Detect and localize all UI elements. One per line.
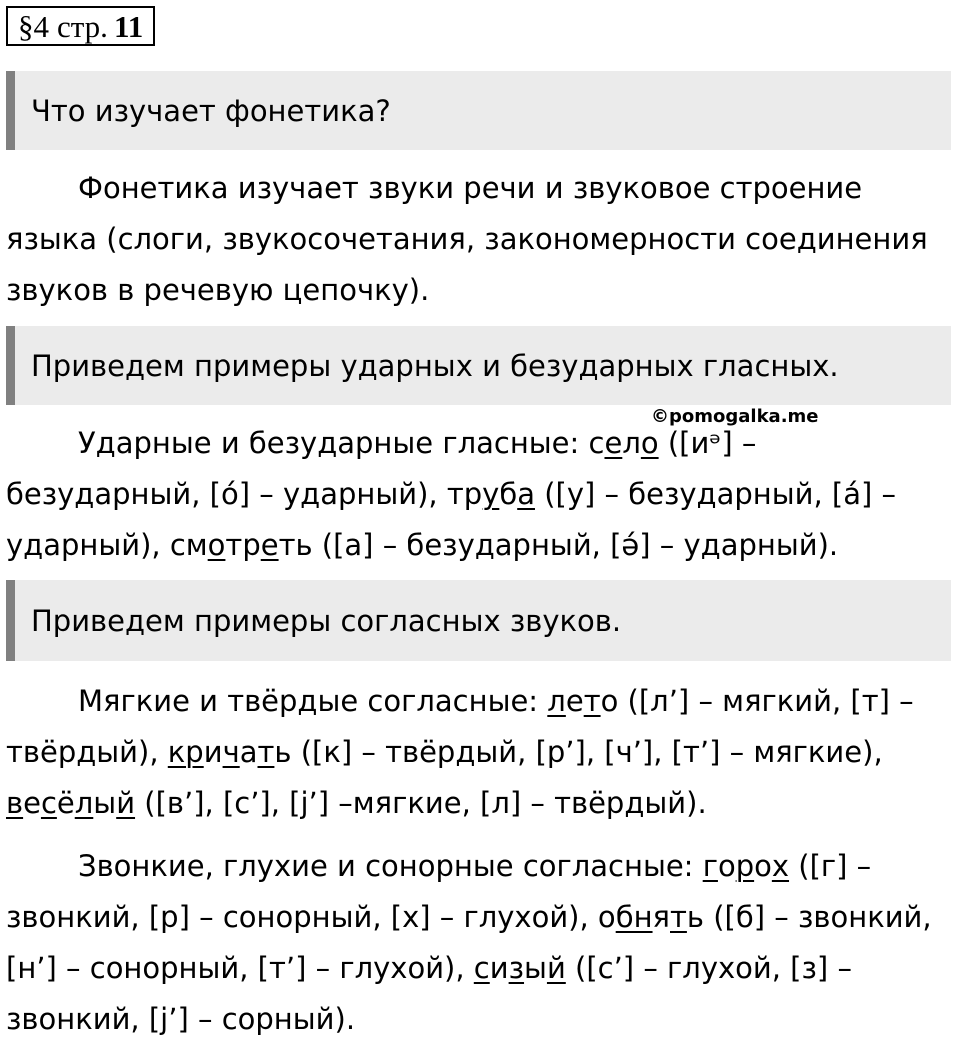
text-segment: Фонетика изучает звуки речи и звуковое строение языка (слоги, звукосочетания, закономерности соединения звуков в речевую цепочку).: [6, 171, 928, 307]
underlined-letter: р: [735, 849, 755, 883]
text-segment: л: [622, 426, 641, 460]
text-segment: е: [565, 684, 584, 718]
question-text: Приведем примеры согласных звуков.: [31, 603, 622, 638]
text-segment: я: [652, 900, 670, 934]
underlined-letter: в: [6, 786, 24, 820]
underlined-letter: с: [473, 951, 490, 985]
underlined-letter: т: [583, 684, 601, 718]
underlined-letter: з: [508, 951, 525, 985]
text-segment: ([с’] – глухой, [з] – звонкий, [j’] – сорный).: [6, 951, 852, 1036]
underlined-letter: а: [517, 477, 535, 511]
text-segment: Звонкие, глухие и сонорные согласные:: [78, 849, 703, 883]
underlined-letter: г: [702, 849, 718, 883]
underlined-letter: ч: [222, 735, 240, 769]
underlined-letter: л: [547, 684, 566, 718]
underlined-letter: т: [257, 735, 275, 769]
text-segment: ь ([б] – звонкий, [н’] – сонорный, [т’] – глухой),: [6, 900, 932, 985]
text-segment: ь ([к] – твёрдый, [р’], [ч’], [т’] – мягкие),: [274, 735, 883, 769]
text-segment: о ([л’] – мягкий, [т] – твёрдый),: [6, 684, 914, 769]
text-segment: ([г] – звонкий, [р] – сонорный, [х] – глухой), о: [6, 849, 872, 934]
page-number: 11: [113, 8, 144, 44]
text-segment: ть ([а] – безударный, [ə́] – ударный).: [278, 528, 839, 562]
text-segment: ы: [93, 786, 117, 820]
text-segment: а: [239, 735, 258, 769]
question-text: Что изучает фонетика?: [31, 93, 391, 128]
text-segment: о: [754, 849, 772, 883]
text-segment: ы: [524, 951, 547, 985]
section-page-badge: [6, 6, 155, 46]
text-segment: ([у] – безударный, [а́] – ударный), см: [6, 477, 897, 562]
underlined-letter: й: [546, 951, 566, 985]
underlined-letter: й: [116, 786, 136, 820]
question-bar-3: [6, 580, 951, 661]
underlined-letter: т: [670, 900, 687, 934]
text-segment: Ударные и безударные гласные: с: [78, 426, 605, 460]
question-bar-2: [6, 326, 951, 405]
underlined-letter: бн: [615, 900, 653, 934]
answer-paragraph: [6, 841, 946, 1045]
answer-paragraph: [6, 163, 946, 316]
text-segment: ё: [56, 786, 75, 820]
underlined-letter: о: [640, 426, 659, 460]
section-number: §4: [18, 8, 49, 44]
text-segment: б: [499, 477, 518, 511]
watermark: ©pomogalka.me: [651, 406, 819, 427]
answer-paragraph: [6, 418, 946, 571]
text-segment: е: [23, 786, 41, 820]
text-segment: ([иᵊ] – безударный, [о́] – ударный), тр: [6, 426, 757, 511]
text-segment: и: [489, 951, 509, 985]
text-segment: тр: [225, 528, 261, 562]
text-segment: о: [717, 849, 736, 883]
underlined-letter: с: [40, 786, 57, 820]
underlined-letter: е: [604, 426, 623, 460]
underlined-letter: х: [771, 849, 790, 883]
underlined-letter: кр: [167, 735, 204, 769]
question-text: Приведем примеры ударных и безударных гласных.: [31, 348, 839, 383]
page-prefix: стр.: [57, 8, 108, 44]
text-segment: и: [203, 735, 223, 769]
underlined-letter: е: [260, 528, 279, 562]
question-bar-1: [6, 71, 951, 150]
answer-paragraph: [6, 676, 946, 829]
text-segment: ([в’], [с’], [j’] –мягкие, [л] – твёрдый).: [135, 786, 707, 820]
underlined-letter: л: [74, 786, 94, 820]
underlined-letter: у: [482, 477, 500, 511]
text-segment: Мягкие и твёрдые согласные:: [78, 684, 548, 718]
underlined-letter: о: [207, 528, 226, 562]
